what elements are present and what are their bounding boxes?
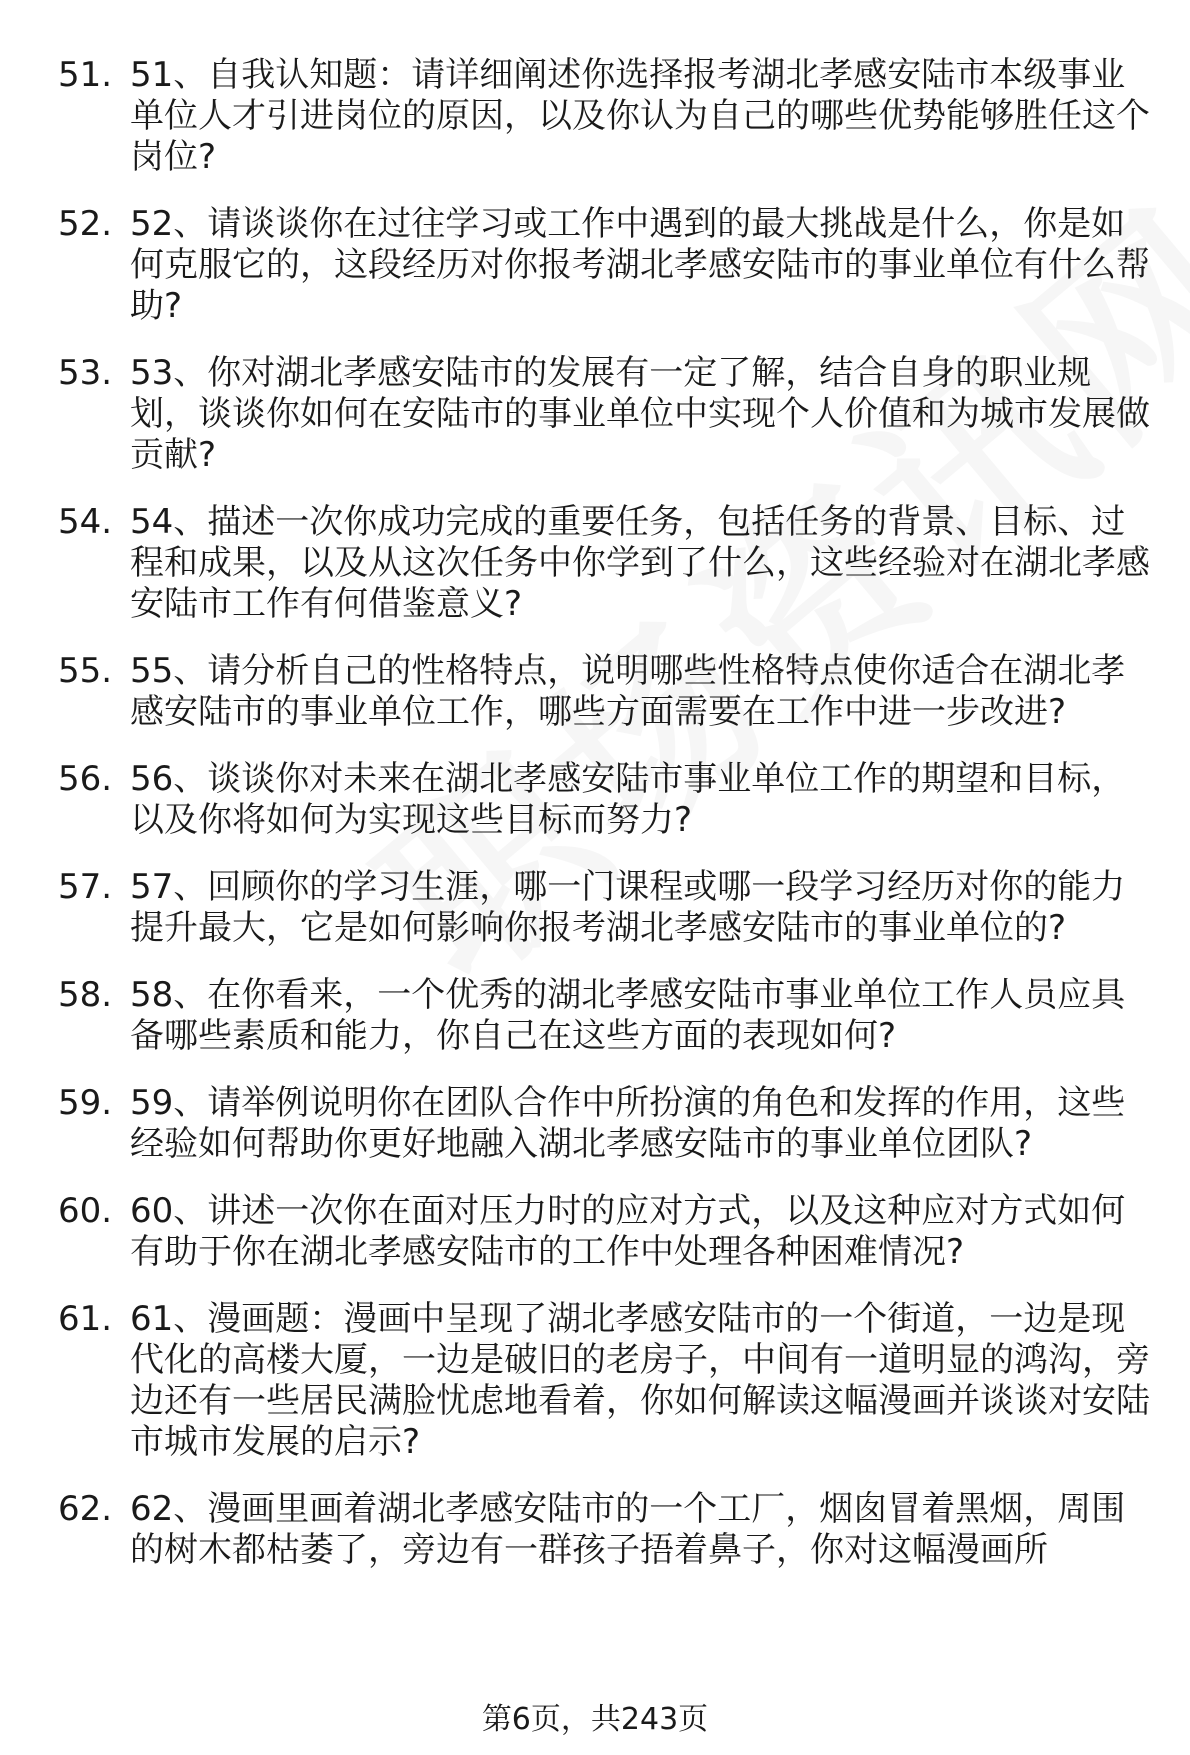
question-item <box>58 651 1150 733</box>
question-number: 58. <box>58 975 113 1015</box>
question-item <box>58 1083 1150 1165</box>
question-text: 52、请谈谈你在过往学习或工作中遇到的最大挑战是什么，你是如何克服它的，这段经历对你报考湖北孝感安陆市的事业单位有什么帮助? <box>130 204 1150 326</box>
page-footer: 第6页，共243页 <box>481 1702 709 1737</box>
question-item <box>58 55 1150 178</box>
question-item <box>58 975 1150 1057</box>
question-item <box>58 867 1150 949</box>
question-number: 56. <box>58 759 113 799</box>
question-text: 53、你对湖北孝感安陆市的发展有一定了解，结合自身的职业规划，谈谈你如何在安陆市的事业单位中实现个人价值和为城市发展做贡献? <box>130 353 1150 475</box>
question-text: 56、谈谈你对未来在湖北孝感安陆市事业单位工作的期望和目标，以及你将如何为实现这些目标而努力? <box>130 759 1126 840</box>
question-list <box>58 55 1150 1597</box>
question-text: 60、讲述一次你在面对压力时的应对方式，以及这种应对方式如何有助于你在湖北孝感安陆市的工作中处理各种困难情况? <box>130 1191 1126 1272</box>
question-number: 59. <box>58 1083 113 1123</box>
question-text: 57、回顾你的学习生涯，哪一门课程或哪一段学习经历对你的能力提升最大，它是如何影响你报考湖北孝感安陆市的事业单位的? <box>130 867 1126 948</box>
question-number: 57. <box>58 867 113 907</box>
question-item <box>58 1191 1150 1273</box>
question-text: 55、请分析自己的性格特点，说明哪些性格特点使你适合在湖北孝感安陆市的事业单位工作，哪些方面需要在工作中进一步改进? <box>130 651 1126 732</box>
question-item <box>58 759 1150 841</box>
question-number: 53. <box>58 353 113 393</box>
question-number: 61. <box>58 1299 113 1339</box>
question-number: 62. <box>58 1489 113 1529</box>
question-number: 60. <box>58 1191 113 1231</box>
question-text: 61、漫画题：漫画中呈现了湖北孝感安陆市的一个街道，一边是现代化的高楼大厦，一边是破旧的老房子，中间有一道明显的鸿沟，旁边还有一些居民满脸忧虑地看着，你如何解读这幅漫画并谈谈对安陆市城市发展的启示? <box>130 1299 1150 1462</box>
question-number: 52. <box>58 204 113 244</box>
question-number: 55. <box>58 651 113 691</box>
question-item <box>58 1299 1150 1463</box>
question-item <box>58 502 1150 625</box>
question-text: 58、在你看来，一个优秀的湖北孝感安陆市事业单位工作人员应具备哪些素质和能力，你自己在这些方面的表现如何? <box>130 975 1126 1056</box>
question-item <box>58 353 1150 476</box>
question-number: 54. <box>58 502 113 542</box>
question-number: 51. <box>58 55 113 95</box>
question-text: 51、自我认知题：请详细阐述你选择报考湖北孝感安陆市本级事业单位人才引进岗位的原因，以及你认为自己的哪些优势能够胜任这个岗位? <box>130 55 1150 177</box>
question-text: 54、描述一次你成功完成的重要任务，包括任务的背景、目标、过程和成果，以及从这次任务中你学到了什么，这些经验对在湖北孝感安陆市工作有何借鉴意义? <box>130 502 1150 624</box>
question-item <box>58 204 1150 327</box>
question-text: 62、漫画里画着湖北孝感安陆市的一个工厂，烟囱冒着黑烟，周围的树木都枯萎了，旁边有一群孩子捂着鼻子，你对这幅漫画所 <box>130 1489 1126 1570</box>
question-text: 59、请举例说明你在团队合作中所扮演的角色和发挥的作用，这些经验如何帮助你更好地融入湖北孝感安陆市的事业单位团队? <box>130 1083 1126 1164</box>
question-item <box>58 1489 1150 1571</box>
